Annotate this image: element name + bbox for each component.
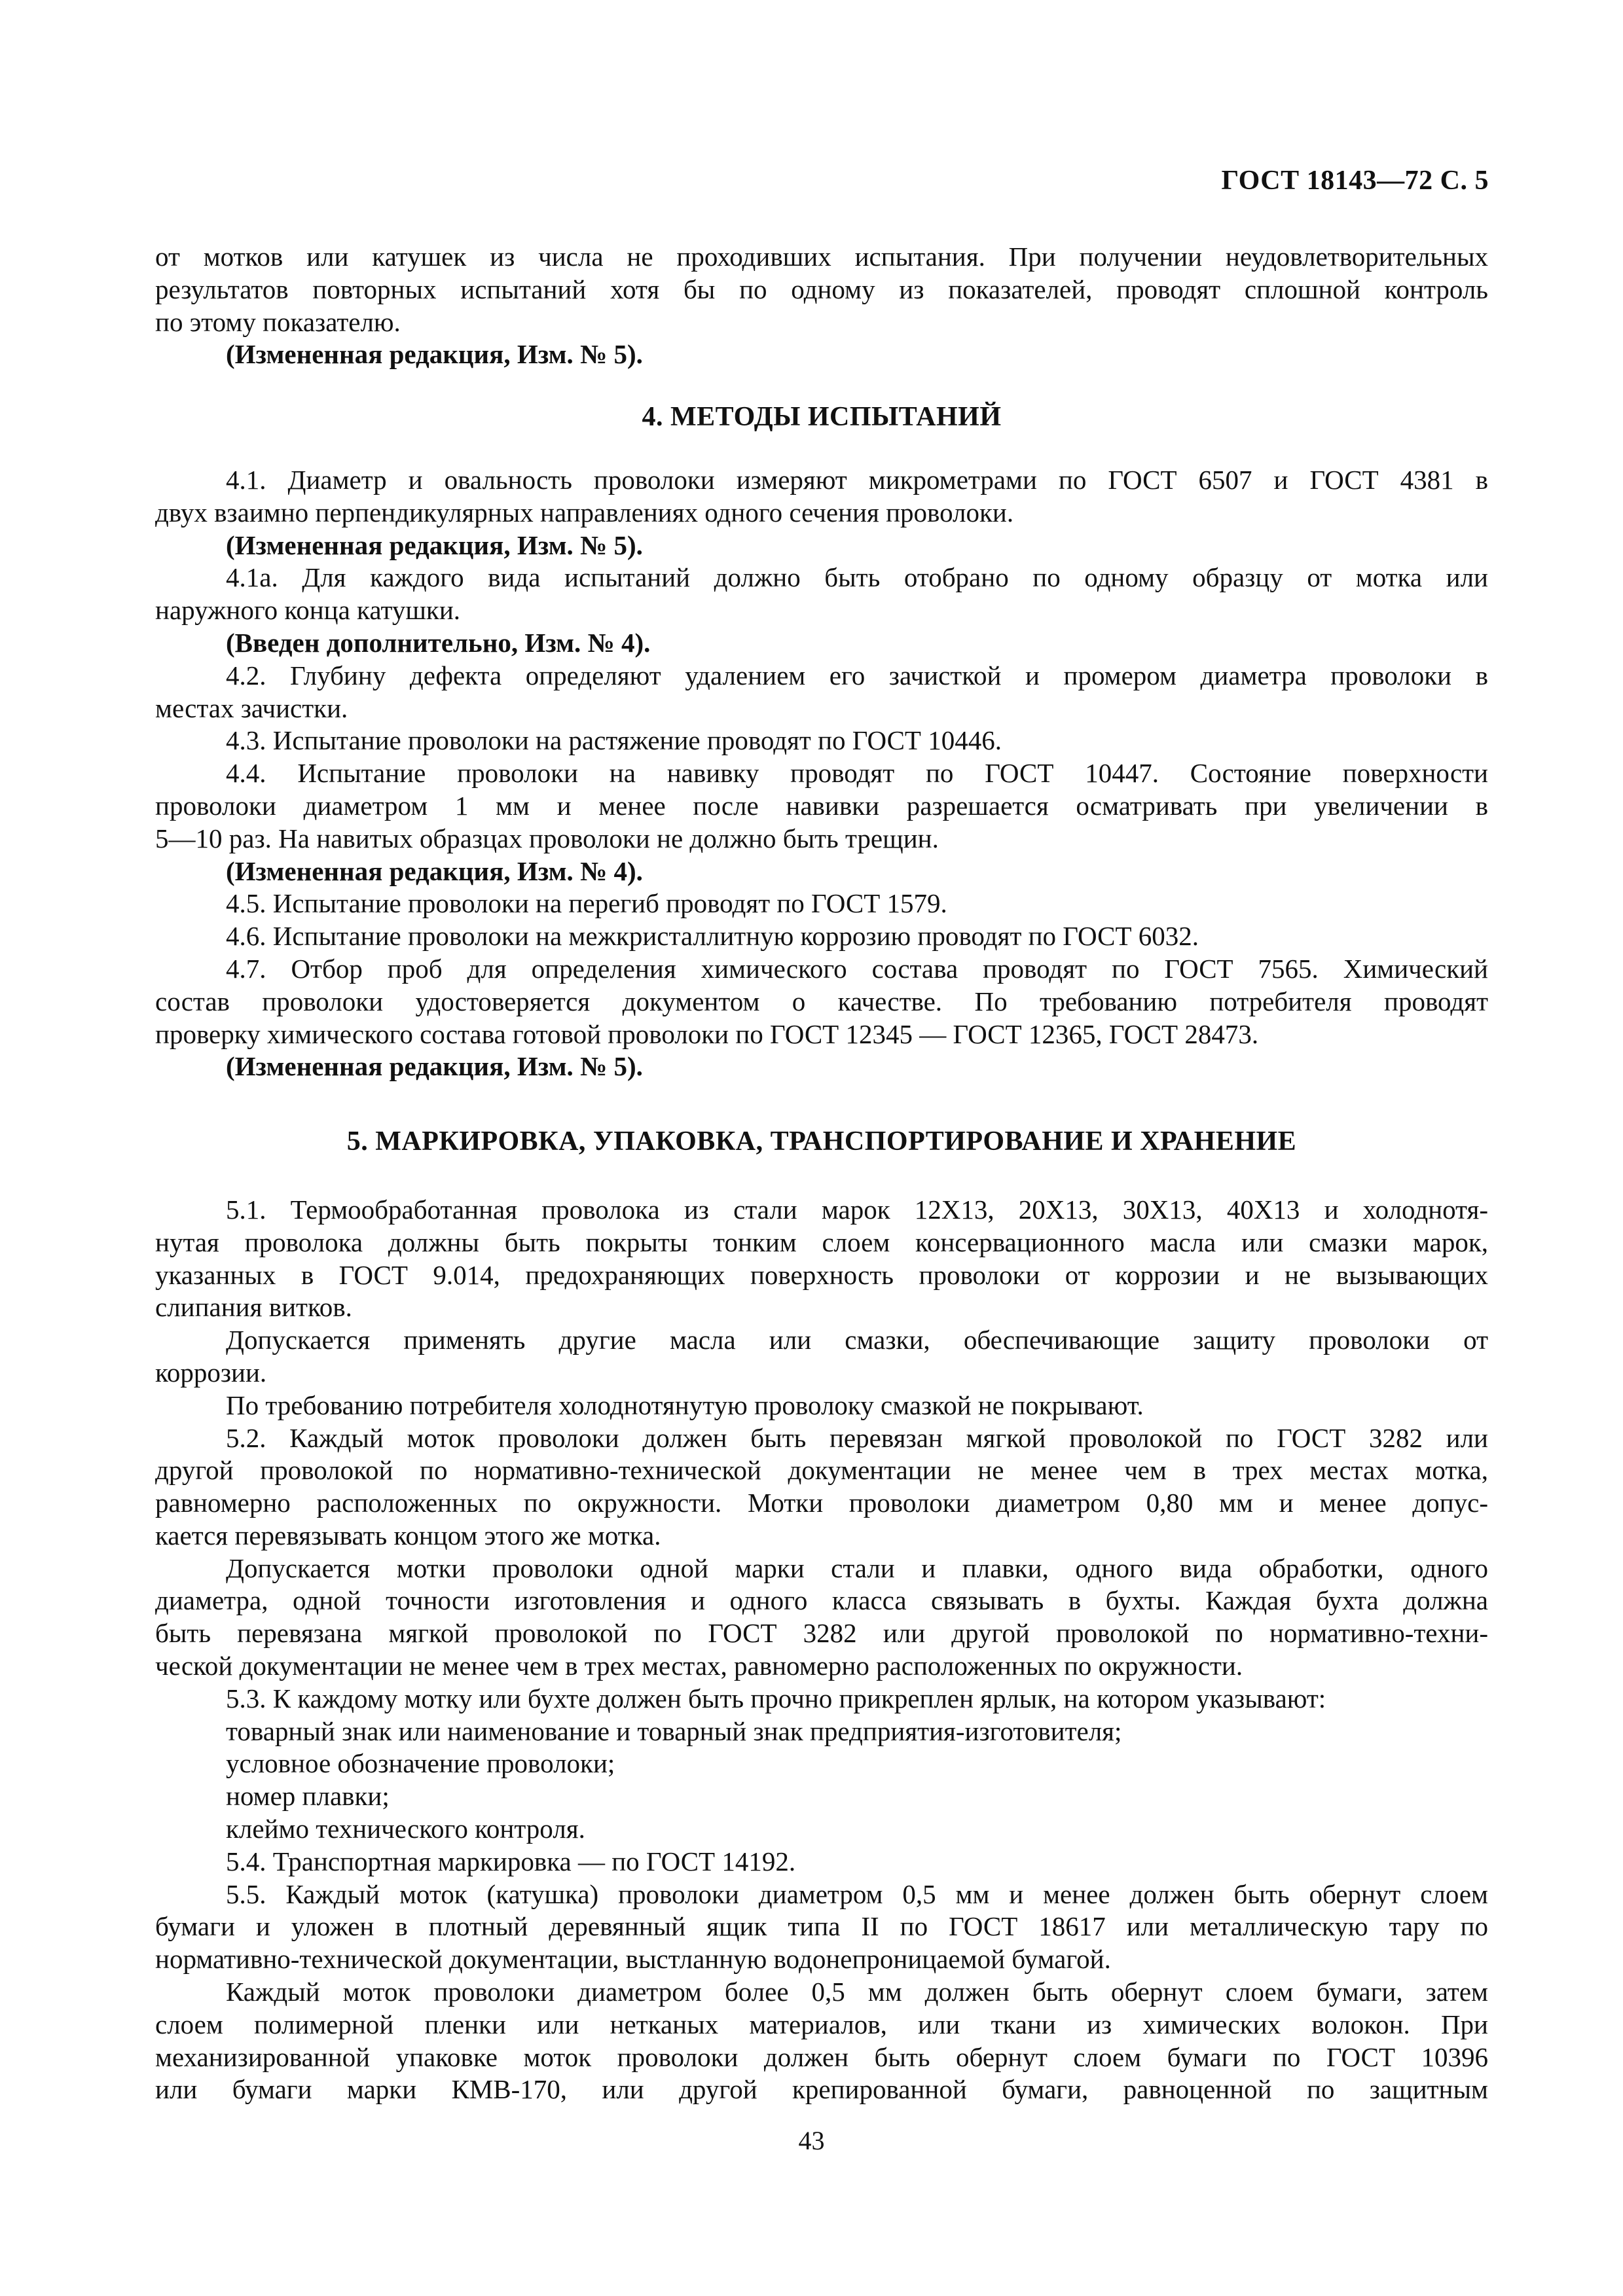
text-line: по этому показателю. [155,306,401,337]
text-line: слипания витков. [155,1292,352,1323]
amendment-note: (Измененная редакция, Изм. № 5). [226,339,643,370]
text-line: быть перевязана мягкой проволокой по ГОСТ 3282 или другой проволокой по нормативно-техни- [155,1618,1488,1649]
page-number: 43 [798,2126,825,2155]
clause-4-3: 4.3. Испытание проволоки на растяжение проводят по ГОСТ 10446. [226,725,1002,756]
text-line: наружного конца катушки. [155,595,461,626]
amendment-note: (Измененная редакция, Изм. № 5). [226,529,643,560]
text-line: нормативно-технической документации, выстланную водонепроницаемой бумагой. [155,1944,1111,1975]
clause-4-5: 4.5. Испытание проволоки на перегиб проводят по ГОСТ 1579. [226,888,947,919]
text-line: диаметра, одной точности изготовления и одного класса связывать в бухты. Каждая бухта должна [155,1585,1488,1616]
running-header: ГОСТ 18143—72 С. 5 [1221,166,1489,196]
amendment-note: (Введен дополнительно, Изм. № 4). [226,627,651,658]
list-item: клеймо технического контроля. [226,1814,585,1844]
text-line: коррозии. [155,1357,267,1388]
text-line: или бумаги марки КМВ-170, или другой крепированной бумаги, равноценной по защитным [155,2074,1488,2105]
text-line: бумаги и уложен в плотный деревянный ящик типа II по ГОСТ 18617 или металлическую тару по [155,1911,1488,1942]
amendment-note: (Измененная редакция, Изм. № 4). [226,855,643,886]
clause-5-5: 5.5. Каждый моток (катушка) проволоки диаметром 0,5 мм и менее должен быть обернут слоем [226,1878,1488,1909]
section-heading: 5. МАРКИРОВКА, УПАКОВКА, ТРАНСПОРТИРОВАНИЕ И ХРАНЕНИЕ [346,1126,1297,1157]
clause-4-7: 4.7. Отбор проб для определения химического состава проводят по ГОСТ 7565. Химический [226,953,1488,984]
text-line: кается перевязывать концом этого же мотка. [155,1520,661,1551]
paragraph: Каждый моток проволоки диаметром более 0,5 мм должен быть обернут слоем бумаги, затем [226,1977,1488,2007]
text-line: состав проволоки удостоверяется документом о качестве. По требованию потребителя проводят [155,986,1488,1016]
text-line: механизированной упаковке моток проволоки должен быть обернут слоем бумаги по ГОСТ 10396 [155,2041,1488,2072]
text-line: другой проволокой по нормативно-технической документации не менее чем в трех местах мотка, [155,1455,1488,1486]
text-line: ческой документации не менее чем в трех местах, равномерно расположенных по окружности. [155,1651,1243,1681]
text-line: 5—10 раз. На навитых образцах проволоки не должно быть трещин. [155,823,939,853]
text-line: указанных в ГОСТ 9.014, предохраняющих поверхность проволоки от коррозии и не вызывающих [155,1259,1488,1290]
list-item: товарный знак или наименование и товарный знак предприятия-изготовителя; [226,1715,1122,1746]
amendment-note: (Измененная редакция, Изм. № 5). [226,1051,643,1082]
clause-5-3: 5.3. К каждому мотку или бухте должен быть прочно прикреплен ярлык, на котором указывают: [226,1683,1326,1713]
clause-5-4: 5.4. Транспортная маркировка — по ГОСТ 14192. [226,1846,796,1876]
paragraph: Допускается применять другие масла или смазки, обеспечивающие защиту проволоки от [226,1325,1488,1355]
clause-4-1: 4.1. Диаметр и овальность проволоки измеряют микрометрами по ГОСТ 6507 и ГОСТ 4381 в [226,464,1488,495]
list-item: условное обозначение проволоки; [226,1748,615,1779]
list-item: номер плавки; [226,1781,390,1812]
clause-5-1: 5.1. Термообработанная проволока из стали марок 12Х13, 20Х13, 30Х13, 40Х13 и холоднотя- [226,1194,1488,1225]
section-heading: 4. МЕТОДЫ ИСПЫТАНИЙ [642,402,1002,433]
text-line: проверку химического состава готовой проволоки по ГОСТ 12345 — ГОСТ 12365, ГОСТ 28473. [155,1018,1259,1049]
paragraph: По требованию потребителя холоднотянутую проволоку смазкой не покрывают. [226,1390,1144,1420]
clause-4-1a: 4.1а. Для каждого вида испытаний должно быть отобрано по одному образцу от мотка или [226,562,1488,593]
text-line: равномерно расположенных по окружности. Мотки проволоки диаметром 0,80 мм и менее допус- [155,1488,1488,1518]
text-line: проволоки диаметром 1 мм и менее после навивки разрешается осматривать при увеличении в [155,790,1488,821]
paragraph: Допускается мотки проволоки одной марки стали и плавки, одного вида обработки, одного [226,1552,1488,1583]
text-line: нутая проволока должны быть покрыты тонким слоем консервационного масла или смазки марок, [155,1227,1488,1257]
clause-4-6: 4.6. Испытание проволоки на межкристаллитную коррозию проводят по ГОСТ 6032. [226,921,1199,952]
text-line: результатов повторных испытаний хотя бы по одному из показателей, проводят сплошной контроль [155,274,1488,304]
text-line: местах зачистки. [155,692,348,723]
clause-4-4: 4.4. Испытание проволоки на навивку проводят по ГОСТ 10447. Состояние поверхности [226,758,1488,789]
text-line: двух взаимно перпендикулярных направлениях одного сечения проволоки. [155,497,1014,528]
clause-4-2: 4.2. Глубину дефекта определяют удалением его зачисткой и промером диаметра проволоки в [226,660,1488,691]
text-line: слоем полимерной пленки или нетканых материалов, или ткани из химических волокон. При [155,2009,1488,2039]
text-line: от мотков или катушек из числа не проходивших испытания. При получении неудовлетворительных [155,242,1488,272]
document-body [155,241,1488,2106]
clause-5-2: 5.2. Каждый моток проволоки должен быть перевязан мягкой проволокой по ГОСТ 3282 или [226,1422,1488,1453]
